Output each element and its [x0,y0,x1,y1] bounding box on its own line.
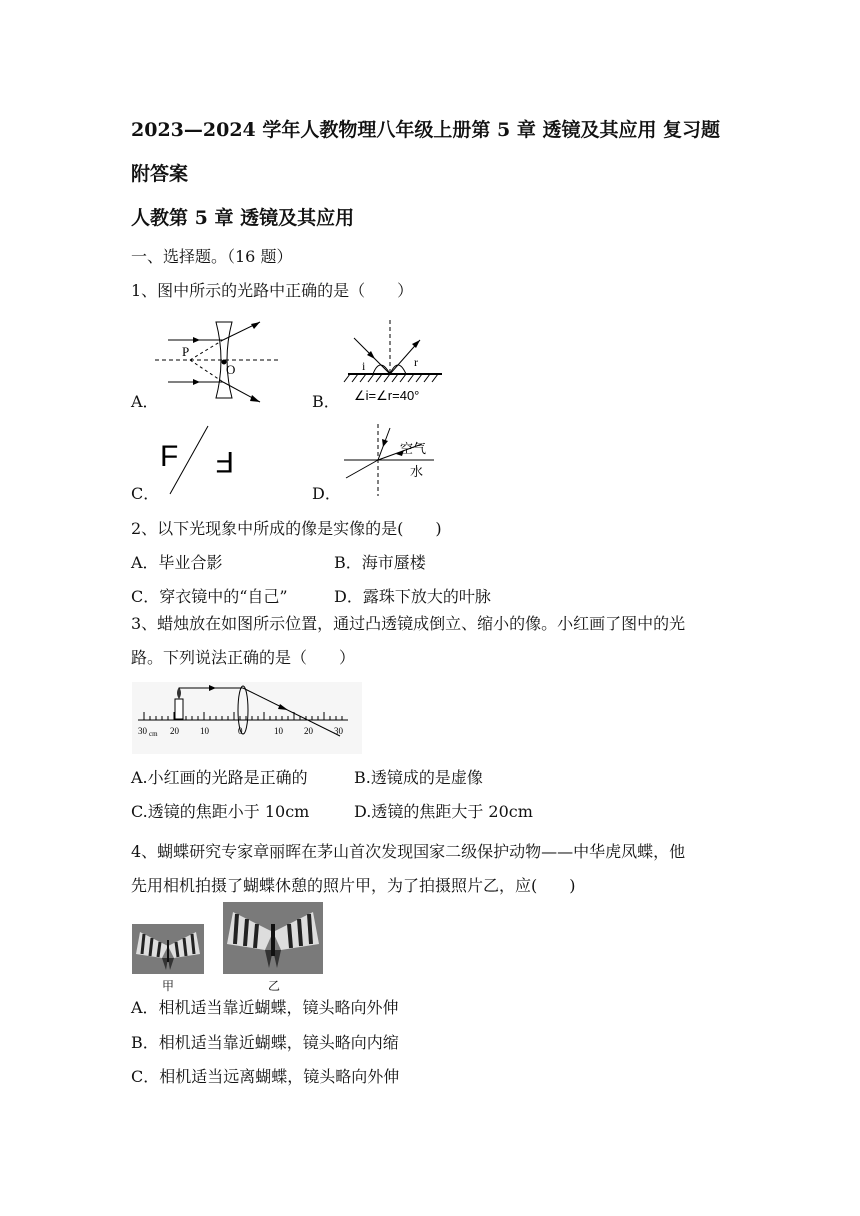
document-title-line1: 2023—2024 学年人教物理八年级上册第 5 章 透镜及其应用 复习题 [131,119,721,141]
chapter-subtitle: 人教第 5 章 透镜及其应用 [131,207,355,229]
q1-figure-b [340,316,450,406]
q3-option-b: B.透镜成的是虚像 [354,768,483,787]
q2-option-a: A．毕业合影 [131,553,223,572]
q1-option-b: B． [312,392,340,411]
label-p: P [182,344,190,359]
document-title-line2: 附答案 [131,163,189,185]
q4-option-b: B．相机适当靠近蝴蝶，镜头略向内缩 [131,1033,399,1052]
q2-option-c: C．穿衣镜中的“自己” [131,587,288,606]
q4-stem-line2: 先用相机拍摄了蝴蝶休憩的照片甲，为了拍摄照片乙，应( ) [131,876,576,895]
mirrored-letter-f: F [215,445,234,478]
tick-0: 0 [238,726,243,736]
tick-30-right: 30 [334,726,343,736]
q1-option-a: A． [131,392,159,411]
butterfly-photo-b [223,902,323,974]
q2-stem: 2、以下光现象中所成的像是实像的是( ) [131,519,442,538]
tick-10-right: 10 [274,726,283,736]
q4-stem-line1: 4、蝴蝶研究专家章丽晖在茅山首次发现国家二级保护动物——中华虎凤蝶，他 [131,842,686,861]
q4-option-c: C．相机适当远离蝴蝶，镜头略向外伸 [131,1067,400,1086]
section-heading: 一、选择题。（16 题） [131,247,293,266]
q3-option-c: C.透镜的焦距小于 10cm [131,802,310,821]
photo-a-caption: 甲 [162,979,175,993]
tick-20-right: 20 [304,726,313,736]
q1-figure-d [338,420,448,500]
q1-option-c: C． [131,484,160,503]
letter-f: F [160,440,179,473]
q3-stem-line1: 3、蜡烛放在如图所示位置，通过凸透镜成倒立、缩小的像。小红画了图中的光 [131,614,686,633]
tick-10-left: 10 [200,726,209,736]
photo-b-caption: 乙 [268,979,281,993]
tick-30-left: 30 [138,726,147,736]
angle-caption: ∠i=∠r=40° [354,388,420,403]
q1-figure-c [158,424,248,498]
q2-option-d: D．露珠下放大的叶脉 [334,587,491,606]
q1-figure-a [150,316,280,408]
q3-stem-line2: 路。下列说法正确的是（ ） [131,648,356,667]
label-air: 空气 [400,442,427,457]
q3-option-a: A.小红画的光路是正确的 [131,768,308,787]
q1-stem: 1、图中所示的光路中正确的是（ ） [131,281,414,300]
label-o: O [226,362,236,377]
tick-unit: cm [149,730,158,738]
q1-option-d: D． [312,484,341,503]
q3-ruler-figure [132,682,362,754]
tick-20-left: 20 [170,726,179,736]
q3-option-d: D.透镜的焦距大于 20cm [354,802,533,821]
label-r: r [414,355,418,369]
q2-option-b: B．海市蜃楼 [334,553,426,572]
butterfly-photo-a [132,924,204,974]
label-water: 水 [410,465,424,480]
label-i: i [362,359,366,373]
q4-option-a: A．相机适当靠近蝴蝶，镜头略向外伸 [131,998,399,1017]
